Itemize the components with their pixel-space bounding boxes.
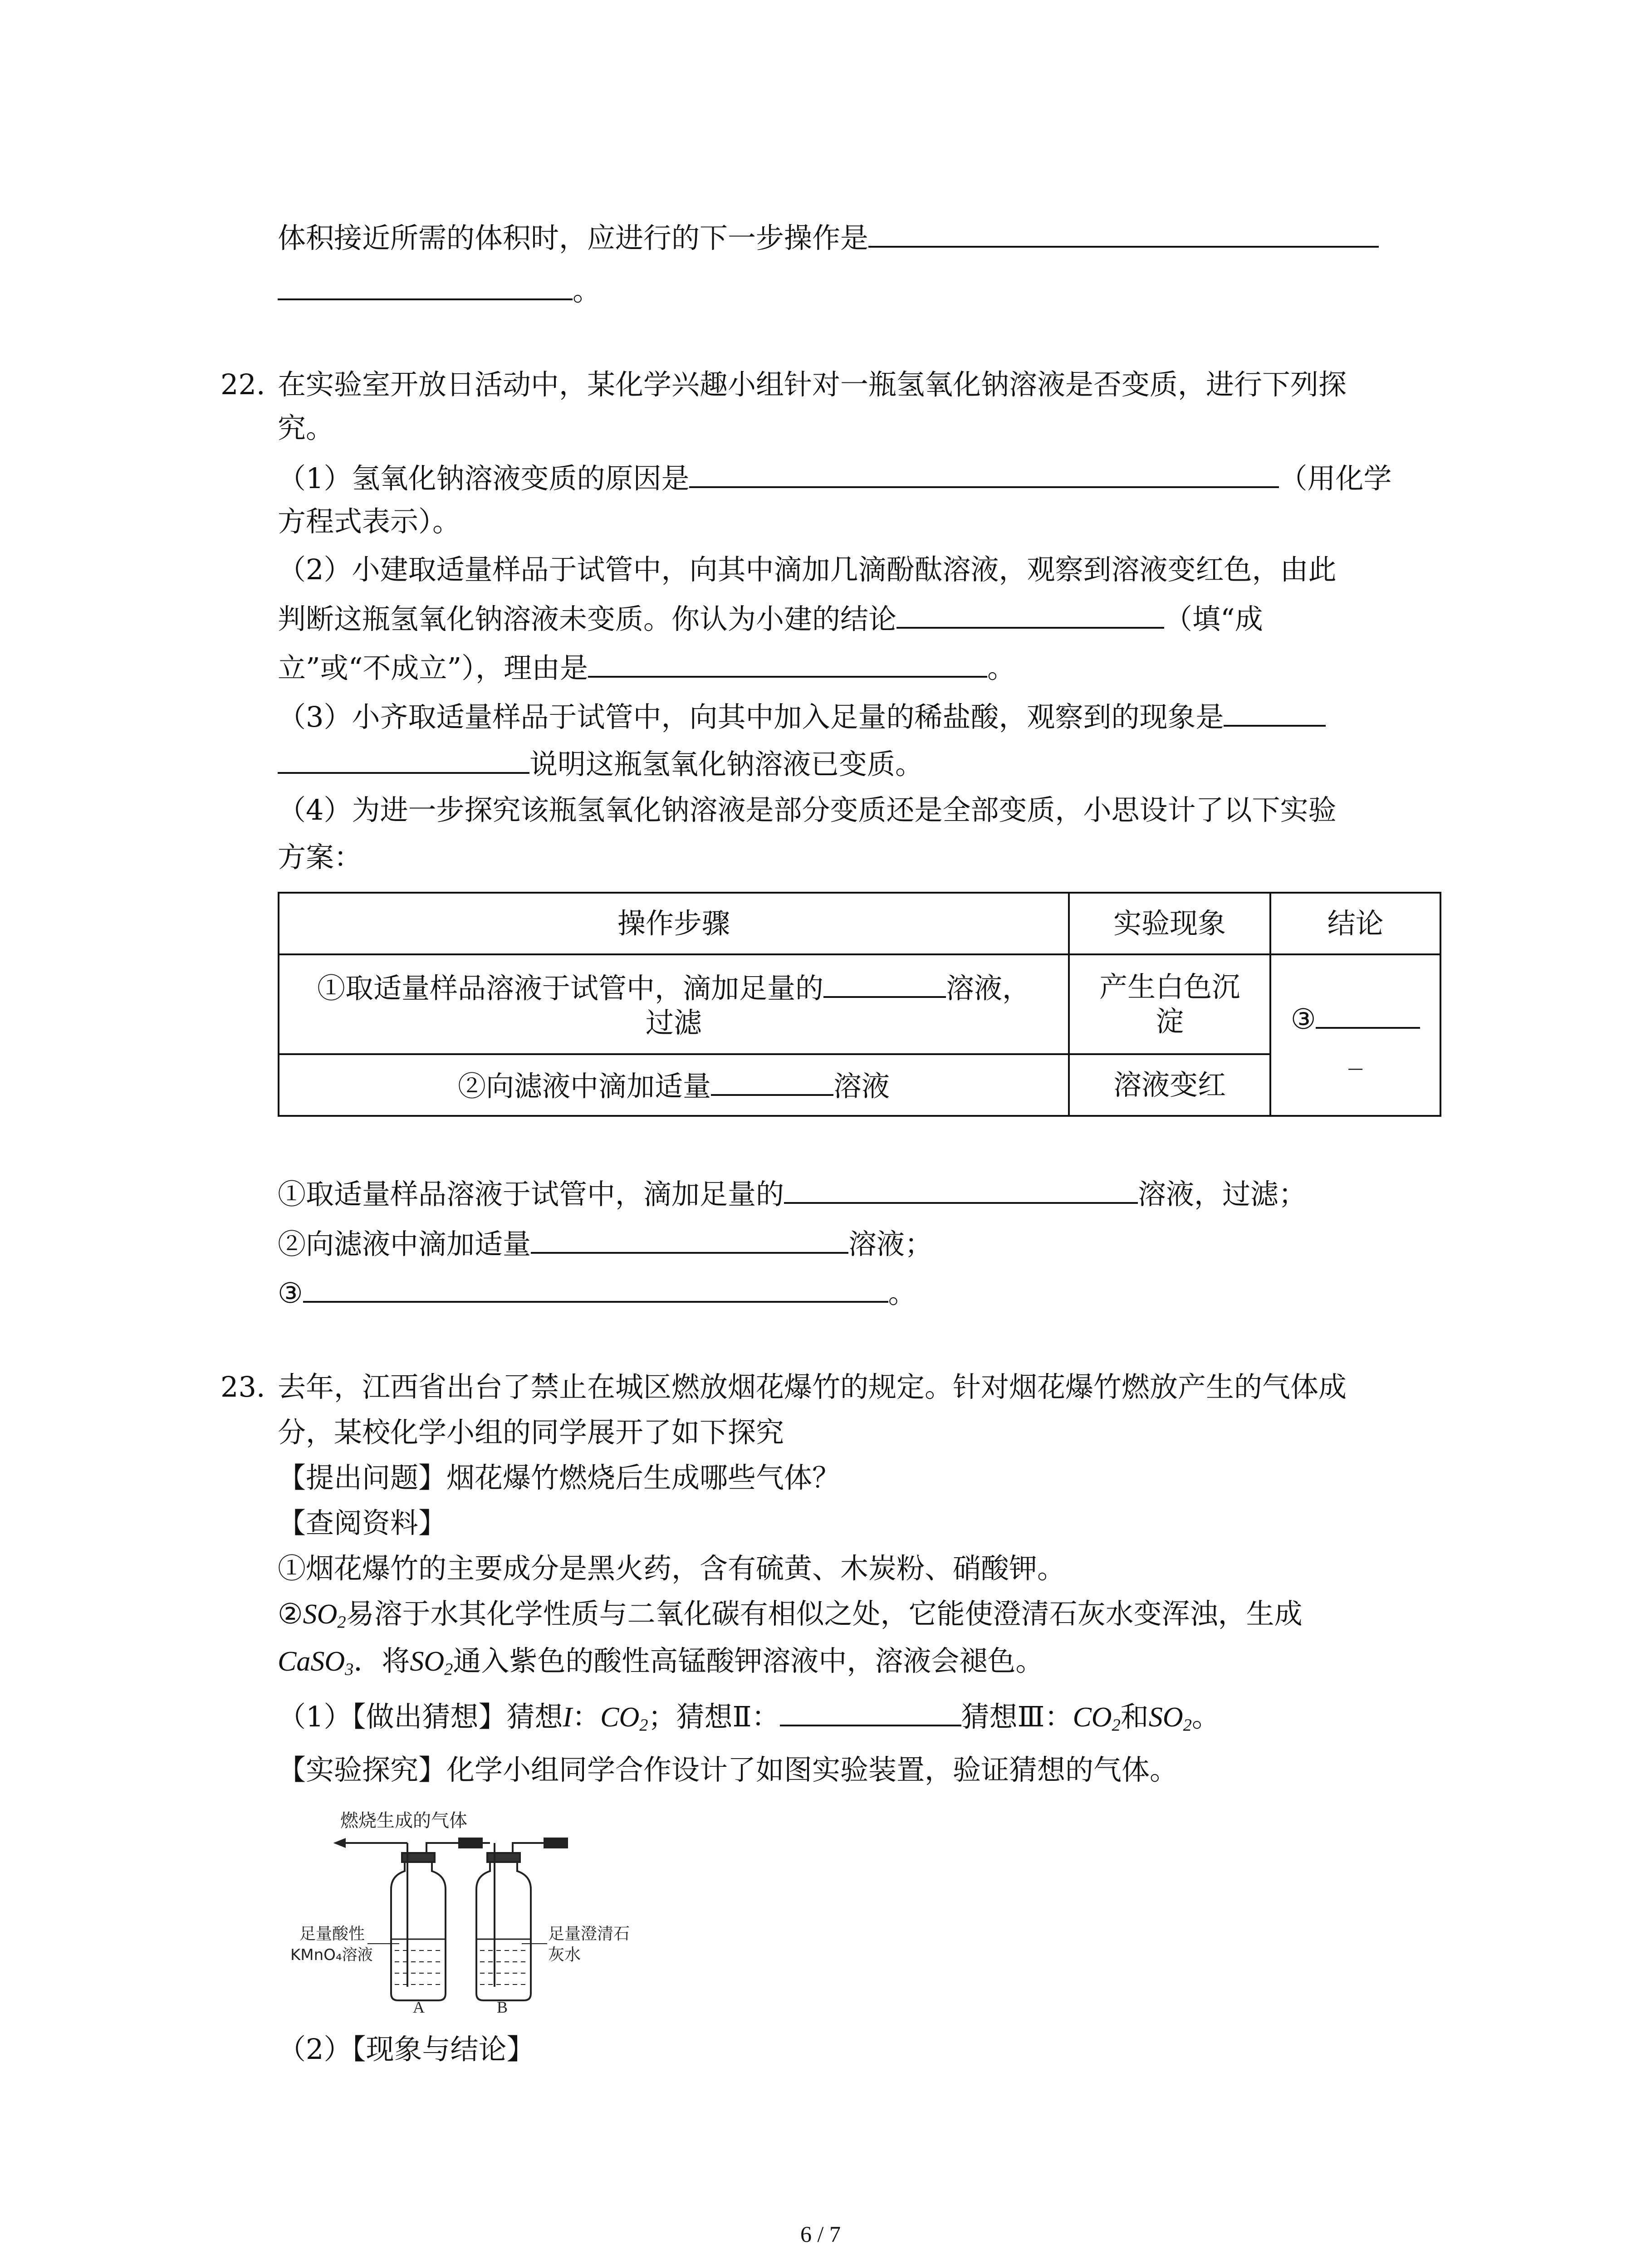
page-number: 6 / 7 (800, 2221, 841, 2247)
stopper-b (487, 1853, 520, 1862)
formula-so2: $SO_2$ (410, 1646, 453, 1679)
q23-explore: 【实验探究】化学小组同学合作设计了如图实验装置，验证猜想的气体。 (278, 1753, 1178, 1786)
q22-part4: （4）为进一步探究该瓶氢氧化钠溶液是部分变质还是全部变质，小思设计了以下实验 (278, 793, 1337, 826)
outlet-connector (544, 1838, 567, 1848)
q22-answer2: ②向滤液中滴加适量 溶液； (278, 1224, 933, 1262)
prev-text: 体积接近所需的体积时，应进行的下一步操作是 (278, 221, 869, 254)
table-row (279, 1054, 1440, 1116)
answer-blank[interactable] (711, 1067, 833, 1096)
formula-so2: $SO_2$ (1148, 1702, 1192, 1735)
rubber-connector (459, 1838, 482, 1848)
answer-blank[interactable] (784, 1174, 1138, 1204)
table-row (279, 954, 1440, 1054)
q22-stem-cont: 究。 (278, 411, 334, 445)
answer-blank[interactable] (1224, 697, 1326, 727)
q22-part4-cont: 方案： (278, 841, 362, 874)
experiment-table (278, 892, 1441, 1117)
q22-number: 22. (220, 368, 265, 401)
q22-answer1: ①取适量样品溶液于试管中，滴加足量的 溶液，过滤； (278, 1174, 1307, 1212)
q22-stem: 在实验室开放日活动中，某化学兴趣小组针对一瓶氢氧化钠溶液是否变质，进行下列探 (278, 368, 1347, 401)
fig-label-limewater-2: 灰水 (548, 1945, 581, 1964)
q22-answer3: ③ 。 (278, 1273, 916, 1311)
q22-part1: （1）氢氧化钠溶液变质的原因是 （用化学 (278, 458, 1391, 497)
fig-label-kmno4-2: KMnO₄溶液 (290, 1946, 373, 1964)
period: 。 (573, 274, 601, 307)
arrow-icon (336, 1839, 345, 1847)
apparatus-drawing (336, 1838, 567, 2000)
header-conclusion: 结论 (1270, 893, 1440, 954)
q23-number: 23. (220, 1370, 265, 1403)
q23-stem: 去年，江西省出台了禁止在城区燃放烟花爆竹的规定。针对烟花爆竹燃放产生的气体成 (278, 1370, 1347, 1403)
bottle-b (476, 1861, 531, 2000)
q22-part2-line2: 判断这瓶氢氧化钠溶液未变质。你认为小建的结论 （填“成 (278, 599, 1263, 637)
fig-label-a: A (413, 1998, 425, 2016)
answer-blank[interactable] (588, 648, 987, 678)
answer-blank[interactable] (823, 969, 946, 998)
q23-phenomenon: （2）【现象与结论】 (278, 2033, 535, 2066)
answer-blank[interactable] (896, 599, 1164, 629)
fig-label-kmno4: 足量酸性 (299, 1925, 365, 1943)
answer-blank[interactable] (780, 1696, 961, 1726)
step-cell: ①取适量样品溶液于试管中，滴加足量的 溶液， 过滤 (279, 954, 1069, 1054)
q22-part1-cont: 方程式表示）。 (278, 505, 461, 538)
formula-co2: $CO_2$ (1073, 1702, 1121, 1735)
answer-blank[interactable] (303, 1273, 888, 1303)
answer-blank[interactable] (689, 458, 1279, 488)
answer-blank[interactable] (1316, 1000, 1420, 1029)
q22-part2-line3: 立”或“不成立”），理由是 。 (278, 648, 1015, 686)
step-cell: ②向滤液中滴加适量 溶液 (279, 1054, 1069, 1116)
q22-part3-line2: 说明这瓶氢氧化钠溶液已变质。 (278, 744, 923, 782)
q22-part3: （3）小齐取适量样品于试管中，向其中加入足量的稀盐酸，观察到的现象是 (278, 697, 1326, 735)
answer-blank[interactable] (278, 270, 573, 300)
answer-blank[interactable] (278, 744, 529, 774)
fig-label-b: B (497, 1998, 508, 2016)
bottle-a (391, 1861, 446, 2000)
phenomenon-cell: 产生白色沉 淀 (1069, 954, 1270, 1054)
apparatus-figure (290, 1808, 662, 2021)
table-header-row (279, 893, 1440, 954)
header-step: 操作步骤 (279, 893, 1069, 954)
formula-co2: $CO_2$ (600, 1702, 648, 1735)
fig-label-limewater: 足量澄清石 (548, 1925, 630, 1943)
answer-blank[interactable] (531, 1224, 848, 1254)
conclusion-cell: ③ _ (1270, 954, 1440, 1116)
q23-reference-title: 【查阅资料】 (278, 1506, 447, 1540)
q23-reference-3: CaSO$_3$．将$SO_2$通入紫色的酸性高锰酸钾溶液中，溶液会褪色。 (278, 1644, 1044, 1679)
answer-blank[interactable] (868, 218, 1379, 248)
q22-part2: （2）小建取适量样品于试管中，向其中滴加几滴酚酞溶液，观察到溶液变红色，由此 (278, 553, 1337, 586)
prev-line2 (278, 270, 601, 309)
q23-reference-1: ①烟花爆竹的主要成分是黑火药，含有硫黄、木炭粉、硝酸钾。 (278, 1552, 1066, 1585)
q23-guess: （1）【做出猜想】猜想I：$CO_2$；猜想Ⅱ： 猜想Ⅲ：$CO_2$和$SO_2$。 (278, 1696, 1220, 1744)
q23-problem: 【提出问题】烟花爆竹燃烧后生成哪些气体？ (278, 1461, 841, 1494)
header-phenomenon: 实验现象 (1069, 893, 1270, 954)
fig-label-gas: 燃烧生成的气体 (340, 1810, 467, 1831)
formula-so2: $SO_2$ (303, 1599, 346, 1632)
formula-caso3: CaSO$_3$ (278, 1646, 354, 1679)
prev-line (278, 218, 1379, 256)
phenomenon-cell: 溶液变红 (1069, 1054, 1270, 1116)
q23-reference-2: $②SO_2$易溶于水其化学性质与二氧化碳有相似之处，它能使澄清石灰水变浑浊，生成 (278, 1597, 1303, 1632)
q23-stem-cont: 分，某校化学小组的同学展开了如下探究 (278, 1416, 784, 1449)
